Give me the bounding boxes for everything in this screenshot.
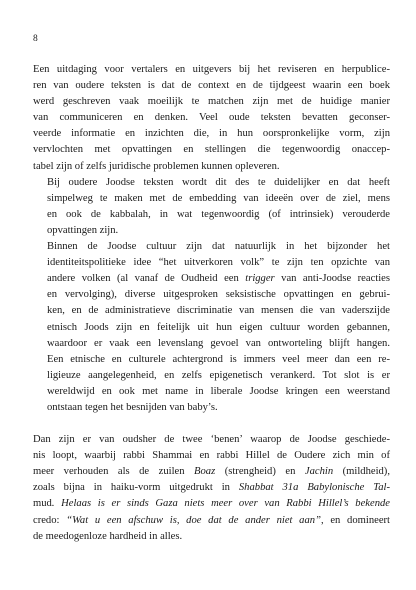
italic-text: Boaz xyxy=(194,466,216,478)
text-line xyxy=(33,126,390,142)
text-line xyxy=(33,400,390,416)
text-line xyxy=(33,384,390,400)
text-run: ken, en de administratieve discriminatie van mensen die van vaderszijde xyxy=(47,305,390,317)
text-run: wereldwijd en ook met name in liberale Joodse kringen een weerstand xyxy=(47,385,390,397)
text-run: veerde informatie en inzichten die, in hun oorspronkelijke vorm, zijn xyxy=(33,128,390,140)
text-run: mud xyxy=(33,498,52,510)
text-run: Binnen de Joodse cultuur zijn dat natuurlijk in het bijzonder het xyxy=(47,241,390,253)
text-run: credo: xyxy=(33,514,67,526)
text-run: Een uitdaging voor vertalers en uitgevers bij het reviseren en herpublice- xyxy=(33,64,390,75)
text-run: identiteitspolitieke idee “het uitverkoren volk” te zijn ten opzichte van xyxy=(47,257,390,269)
text-line xyxy=(33,207,390,223)
text-run: en vervolging), diverse uitgesproken seksistische opvattingen en gebrui- xyxy=(47,289,390,301)
text-line xyxy=(33,78,390,94)
text-run: de meedogenloze hardheid in alles. xyxy=(33,530,183,542)
text-line xyxy=(33,464,390,480)
italic-text: “Wat u een afschuw is, doe dat de ander niet aan” xyxy=(66,514,321,526)
paragraph-1 xyxy=(33,62,390,175)
text-run: werd geschreven vaak moeilijk te matchen zijn met de huidige manier xyxy=(33,96,390,108)
text-run: ren van oudere teksten is dat de context en de tijdgeest waarin een boek xyxy=(33,80,390,92)
italic-text: . Helaas is er sinds Gaza niets meer over van Rabbi Hillel’s bekende xyxy=(51,498,390,510)
text-line xyxy=(33,496,390,512)
text-run: andere volken (al vanaf de Oudheid een xyxy=(47,273,246,285)
text-line xyxy=(33,110,390,126)
paragraph-3 xyxy=(33,239,390,416)
body-text xyxy=(33,62,390,545)
text-line xyxy=(33,191,390,207)
text-line xyxy=(33,142,390,158)
text-line xyxy=(33,513,390,529)
text-run: ligieuze aangelegenheid, en zelfs epigenetisch verankerd. Tot slot is er xyxy=(47,369,390,381)
text-run: tabel zijn of zelfs juridische problemen kunnen opleveren. xyxy=(33,160,280,172)
text-run: vervlochten met opvattingen en stellingen die tegenwoordig onaccep- xyxy=(33,144,390,156)
text-run: etnisch Joods zijn en feitelijk uit hun eigen cultuur worden gebannen, xyxy=(47,321,390,333)
text-line xyxy=(33,175,390,191)
text-run: Dan zijn er van oudsher de twee ‘benen’ waarop de Joodse geschiede- xyxy=(33,434,390,446)
page-number: 8 xyxy=(33,34,38,44)
text-run: zoals bijna in haiku-vorm uitgedrukt in xyxy=(33,482,239,494)
italic-text: trigger xyxy=(245,273,275,285)
text-line xyxy=(33,62,390,78)
text-line xyxy=(33,287,390,303)
text-run: Bij oudere Joodse teksten wordt dit des te duidelijker en dat heeft xyxy=(47,176,390,188)
text-run: van anti-Joodse reacties xyxy=(274,273,390,285)
text-run: opvattingen zijn. xyxy=(47,224,119,236)
text-line xyxy=(33,303,390,319)
italic-text: Jachin xyxy=(304,466,334,478)
text-run: en ook de kabbalah, in wat tegenwoordig (of intrinsiek) verouderde xyxy=(47,208,390,220)
text-run: van communiceren en denken. Veel oude teksten bevatten geconser- xyxy=(33,112,390,124)
text-line xyxy=(33,255,390,271)
text-run: (strengheid) en xyxy=(215,466,305,478)
text-line xyxy=(33,223,390,239)
text-line xyxy=(33,271,390,287)
paragraph-4 xyxy=(33,432,390,545)
italic-text: Shabbat 31a Babylonische Tal- xyxy=(238,482,390,494)
text-run: , en domineert xyxy=(320,514,390,526)
text-run: nis loopt, waarbij rabbi Shammai en rabbi Hillel de Oudere zich min of xyxy=(33,450,390,462)
text-line xyxy=(33,480,390,496)
text-line xyxy=(33,448,390,464)
text-line xyxy=(33,368,390,384)
text-run: meer verhouden als de zuilen xyxy=(33,466,195,478)
text-line xyxy=(33,320,390,336)
text-run: waardoor er vaak een levenslang gevoel van ontworteling blijft hangen. xyxy=(47,337,390,349)
text-run: simpelweg te maken met de embedding van ideeën over de ziel, mens xyxy=(47,192,390,204)
text-line xyxy=(33,352,390,368)
text-run: Een etnische en culturele achtergrond is immers veel meer dan een re- xyxy=(47,353,390,365)
paragraph-2 xyxy=(33,175,390,239)
text-run: ontstaan tegen het besnijden van baby’s. xyxy=(47,401,218,413)
text-line xyxy=(33,159,390,175)
text-line xyxy=(33,94,390,110)
text-line xyxy=(33,336,390,352)
text-line xyxy=(33,529,390,545)
text-line xyxy=(33,239,390,255)
text-run: (mildheid), xyxy=(333,466,390,478)
text-line xyxy=(33,432,390,448)
